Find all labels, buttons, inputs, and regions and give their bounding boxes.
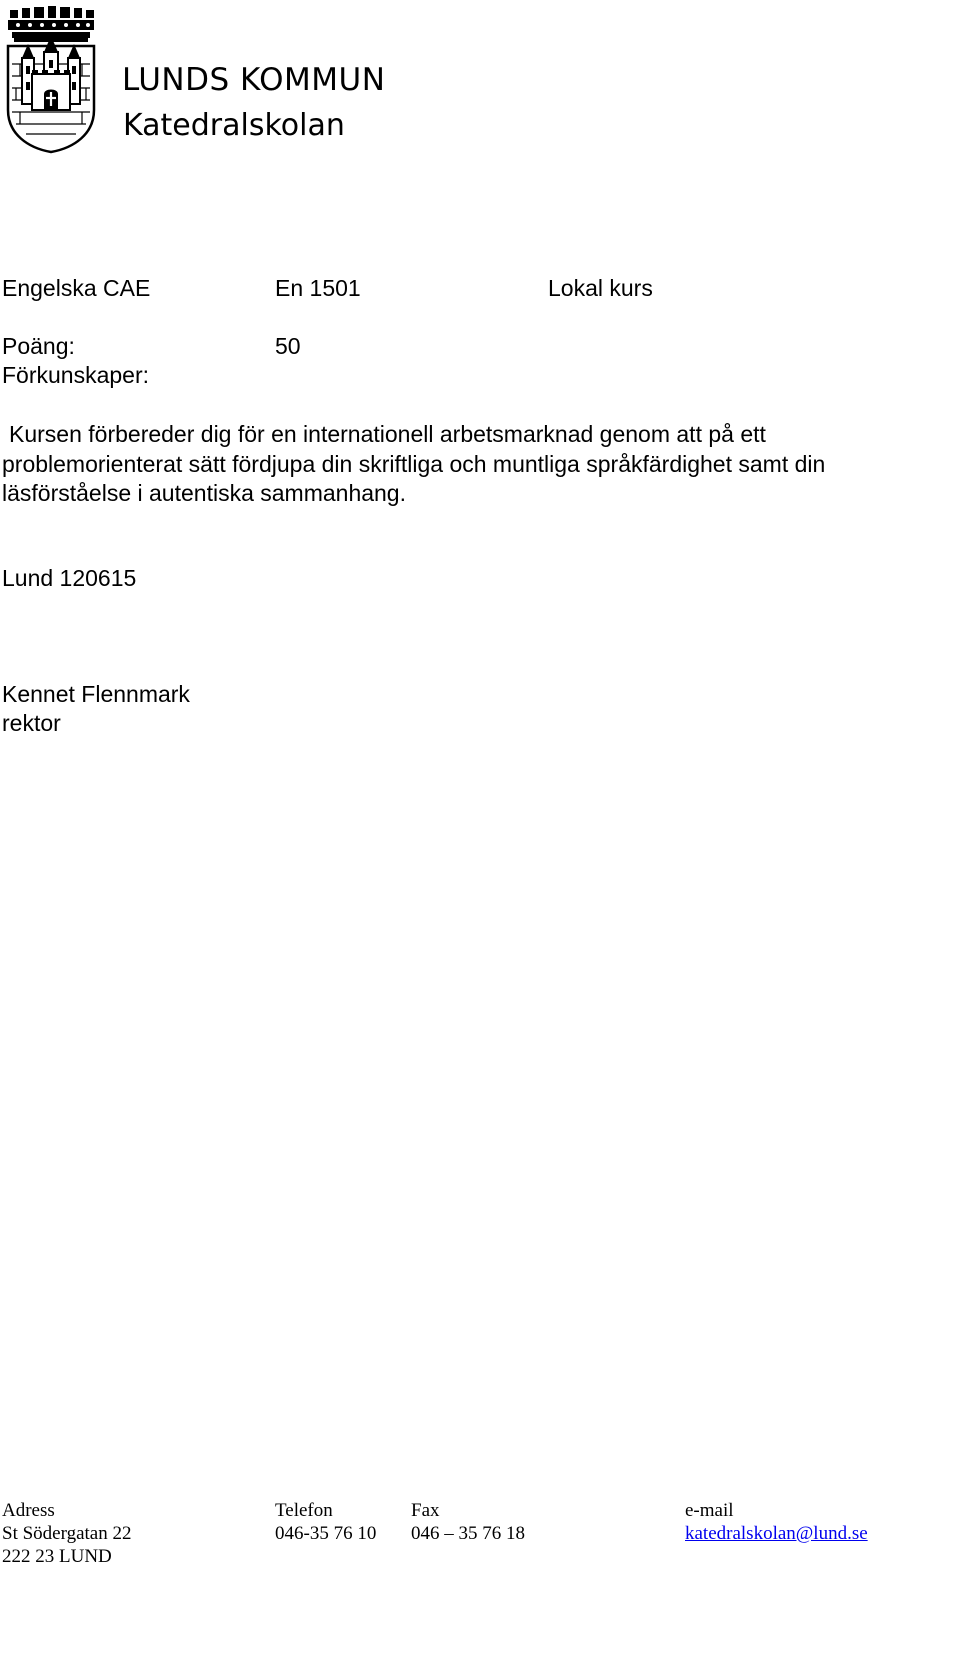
footer-address-label: Adress [2,1500,55,1521]
description-line: läsförståelse i autentiska sammanhang. [2,480,406,506]
footer-phone-label: Telefon [275,1500,333,1521]
footer-fax-value: 046 – 35 76 18 [411,1523,525,1544]
footer-address-line2: 222 23 LUND [2,1546,112,1567]
footer-email-label: e-mail [685,1500,734,1521]
footer-email-link[interactable]: katedralskolan@lund.se [685,1523,868,1544]
description-line: Kursen förbereder dig för en internationell arbetsmarknad genom att på ett [9,421,766,447]
footer-fax-label: Fax [411,1500,440,1521]
course-code: En 1501 [275,275,361,301]
description-line: problemorienterat sätt fördjupa din skriftliga och muntliga språkfärdighet samt din [2,450,826,477]
course-name: Engelska CAE [2,275,151,301]
lund-coat-of-arms-icon [4,6,98,154]
school-name: Katedralskolan [123,108,345,143]
points-label: Poäng: [2,333,75,359]
signatory-title: rektor [2,710,61,736]
organization-name: LUNDS KOMMUN [122,62,386,98]
signatory-name: Kennet Flennmark [2,681,190,707]
points-value: 50 [275,333,301,359]
course-description [2,420,902,509]
footer-phone-value: 046-35 76 10 [275,1523,377,1544]
course-type: Lokal kurs [548,275,653,301]
prerequisites-label: Förkunskaper: [2,362,150,388]
footer-address-line1: St Södergatan 22 [2,1523,132,1544]
place-date: Lund 120615 [2,565,137,591]
